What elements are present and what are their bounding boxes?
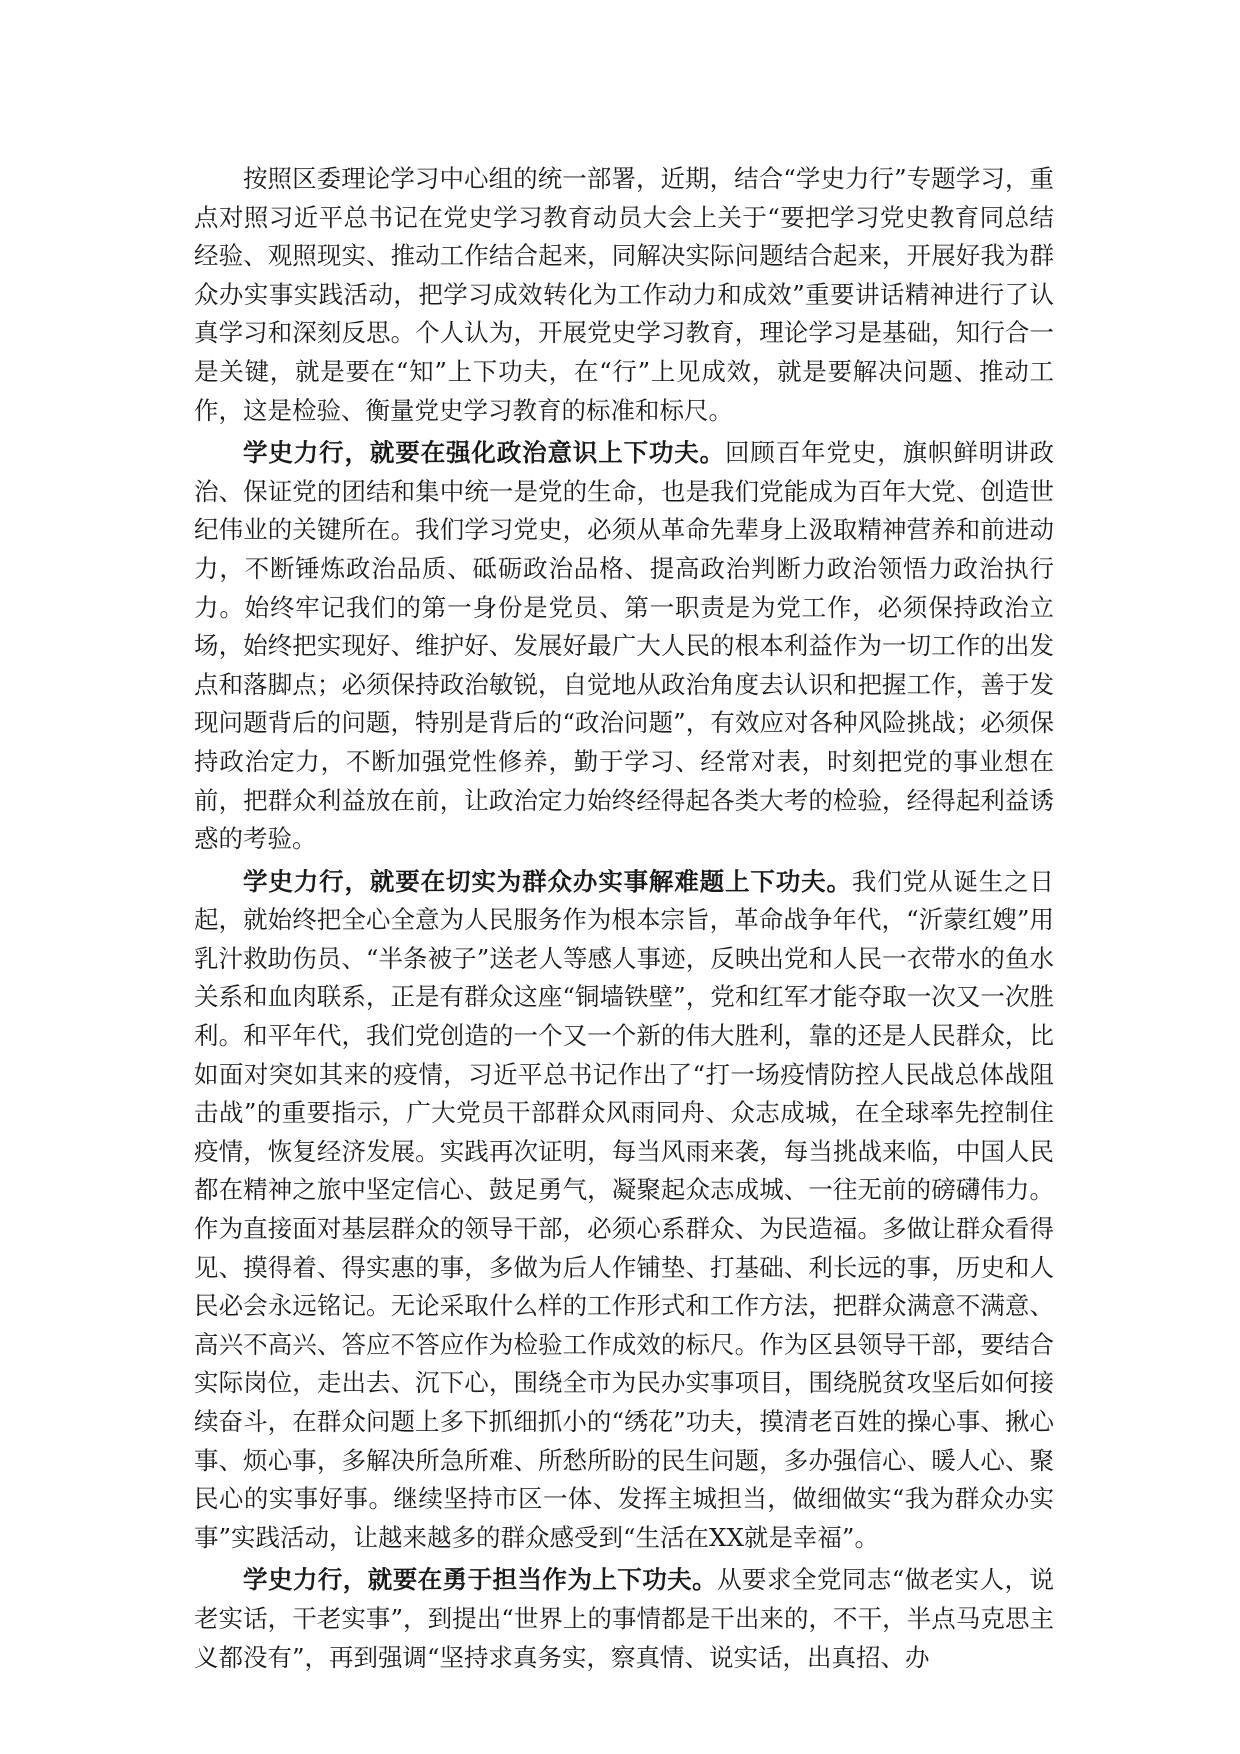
paragraph-political-awareness bbox=[194, 434, 1054, 859]
paragraph-text: 回顾百年党史，旗帜鲜明讲政治、保证党的团结和集中统一是党的生命，也是我们党能成为百年大党、创造世纪伟业的关键所在。我们学习党史，必须从革命先辈身上汲取精神营养和前进动力，不断锤炼政治品质、砥砺政治品格、提高政治判断力政治领悟力政治执行力。始终牢记我们的第一身份是党员、第一职责是为党工作，必须保持政治立场，始终把实现好、维护好、发展好最广大人民的根本利益作为一切工作的出发点和落脚点；必须保持政治敏锐，自觉地从政治角度去认识和把握工作，善于发现问题背后的问题，特别是背后的“政治问题”，有效应对各种风险挑战；必须保持政治定力，不断加强党性修养，勤于学习、经常对表，时刻把党的事业想在前，把群众利益放在前，让政治定力始终经得起各类大考的检验，经得起利益诱惑的考验。 bbox=[194, 438, 1054, 854]
paragraph-take-responsibility bbox=[194, 1561, 1054, 1677]
paragraph-text: 我们党从诞生之日起，就始终把全心全意为人民服务作为根本宗旨，革命战争年代，“沂蒙红嫂”用乳汁救助伤员、“半条被子”送老人等感人事迹，反映出党和人民一衣带水的鱼水关系和血肉联系，正是有群众这座“铜墙铁壁”，党和红军才能夺取一次又一次胜利。和平年代，我们党创造的一个又一个新的伟大胜利，靠的还是人民群众，比如面对突如其来的疫情，习近平总书记作出了“打一场疫情防控人民战总体战阻击战”的重要指示，广大党员干部群众风雨同舟、众志成城，在全球率先控制住疫情，恢复经济发展。实践再次证明，每当风雨来袭，每当挑战来临，中国人民都在精神之旅中坚定信心、鼓足勇气，凝聚起众志成城、一往无前的磅礴伟力。作为直接面对基层群众的领导干部，必须心系群众、为民造福。多做让群众看得见、摸得着、得实惠的事，多做为后人作铺垫、打基础、利长远的事，历史和人民必会永远铭记。无论采取什么样的工作形式和工作方法，把群众满意不满意、高兴不高兴、答应不答应作为检验工作成效的标尺。作为区县领导干部，要结合实际岗位，走出去、沉下心，围绕全市为民办实事项目，围绕脱贫攻坚后如何接续奋斗，在群众问题上多下抓细抓小的“绣花”功夫，摸清老百姓的操心事、揪心事、烦心事，多解决所急所难、所愁所盼的民生问题，多办强信心、暖人心、聚民心的实事好事。继续坚持市区一体、发挥主城担当，做细做实“我为群众办实事”实践活动，让越来越多的群众感受到“生活在XX就是幸福”。 bbox=[194, 866, 1055, 1552]
paragraph-intro bbox=[194, 160, 1054, 430]
paragraph-heading: 学史力行，就要在勇于担当作为上下功夫。 bbox=[243, 1565, 718, 1595]
paragraph-text: 按照区委理论学习中心组的统一部署，近期，结合“学史力行”专题学习，重点对照习近平总书记在党史学习教育动员大会上关于“要把学习党史教育同总结经验、观照现实、推动工作结合起来，同解决实际问题结合起来，开展好我为群众办实事实践活动，把学习成效转化为工作动力和成效”重要讲话精神进行了认真学习和深刻反思。个人认为，开展党史学习教育，理论学习是基础，知行合一是关键，就是要在“知”上下功夫，在“行”上见成效，就是要解决问题、推动工作，这是检验、衡量党史学习教育的标准和标尺。 bbox=[194, 164, 1054, 425]
paragraph-heading: 学史力行，就要在强化政治意识上下功夫。 bbox=[243, 438, 726, 468]
paragraph-heading: 学史力行，就要在切实为群众办实事解难题上下功夫。 bbox=[243, 866, 852, 896]
paragraph-text: 从要求全党同志“做老实人，说老实话，干老实事”，到提出“世界上的事情都是干出来的，不干，半点马克思主义都没有”，再到强调“坚持求真务实，察真情、说实话，出真招、办 bbox=[194, 1565, 1054, 1672]
paragraph-serve-the-people bbox=[194, 863, 1054, 1558]
document-body bbox=[194, 160, 1054, 1677]
